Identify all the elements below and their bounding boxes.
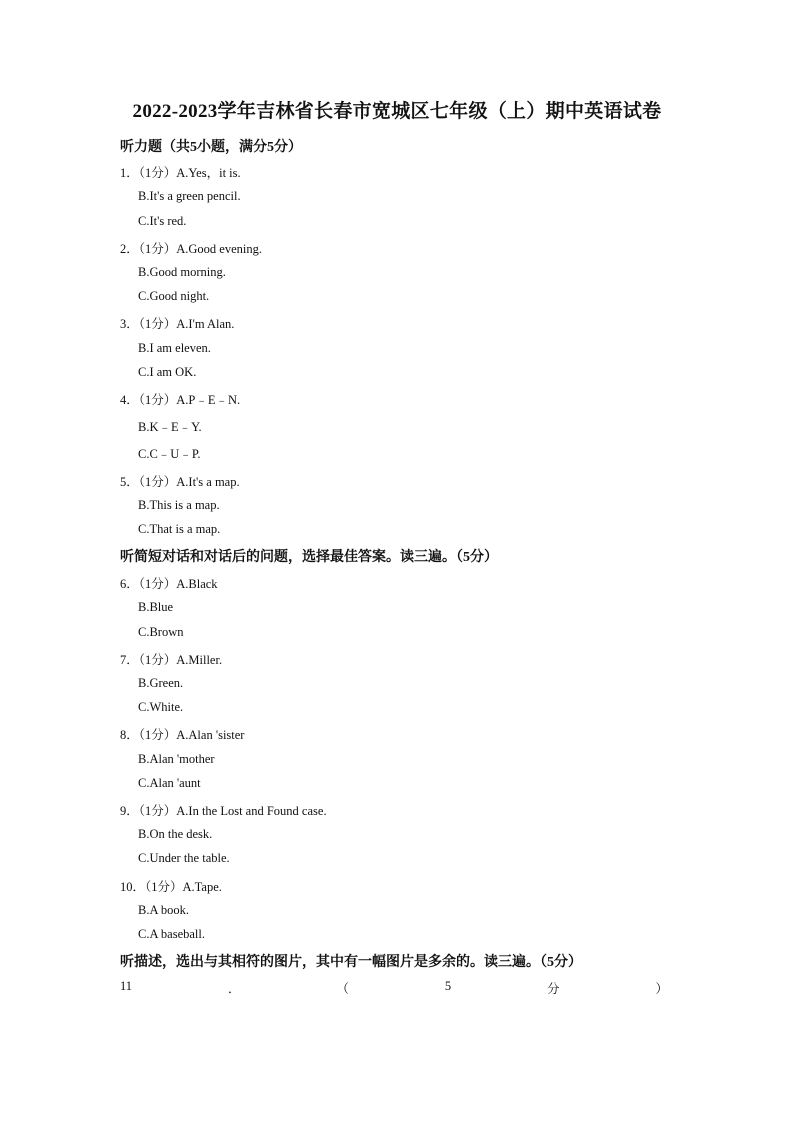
question-2-option-c: C.Good night. (138, 289, 210, 303)
question-1-option-b: B.It's a green pencil. (138, 189, 241, 203)
question-7-option-c: C.White. (138, 700, 184, 714)
section-heading-listening: 听力题（共5小题，满分5分） (120, 140, 302, 155)
question-10-option-c: C.A baseball. (138, 927, 206, 941)
question-5: 5．（1分）A.It's a map. (120, 475, 240, 489)
question-7: 7．（1分）A.Miller. (120, 653, 223, 667)
question-2-option-b: B.Good morning. (138, 265, 226, 279)
section-heading-pictures: 听描述，选出与其相符的图片，其中有一幅图片是多余的。读三遍。（5分） (120, 955, 582, 970)
question-6: 6．（1分）A.Black (120, 577, 218, 591)
question-4-option-b: B.K﹣E﹣Y. (138, 420, 202, 434)
question-11 (120, 979, 668, 997)
question-1-option-c: C.It's red. (138, 214, 187, 228)
question-8-option-c: C.Alan 'aunt (138, 776, 201, 790)
question-11-unit: 分 (547, 982, 560, 996)
question-8-option-b: B.Alan 'mother (138, 752, 215, 766)
question-11-score: 5 (444, 979, 452, 993)
question-9-option-c: C.Under the table. (138, 851, 230, 865)
question-6-option-c: C.Brown (138, 625, 184, 639)
question-3-option-b: B.I am eleven. (138, 341, 211, 355)
page-title: 2022-2023学年吉林省长春市宽城区七年级（上）期中英语试卷 (132, 101, 662, 122)
question-5-option-b: B.This is a map. (138, 498, 220, 512)
question-11-close-paren: ） (655, 982, 668, 996)
question-3-option-c: C.I am OK. (138, 365, 197, 379)
question-9: 9．（1分）A.In the Lost and Found case. (120, 804, 327, 818)
question-5-option-c: C.That is a map. (138, 522, 221, 536)
question-7-option-b: B.Green. (138, 676, 184, 690)
question-8: 8．（1分）A.Alan 'sister (120, 728, 245, 742)
question-9-option-b: B.On the desk. (138, 827, 213, 841)
question-11-open-paren: （ (336, 982, 349, 996)
question-10: 10．（1分）A.Tape. (120, 880, 222, 894)
question-11-dot: ． (227, 982, 241, 996)
question-11-number: 11 (120, 979, 133, 993)
question-3: 3．（1分）A.I'm Alan. (120, 317, 235, 331)
question-10-option-b: B.A book. (138, 903, 190, 917)
question-4-option-c: C.C﹣U﹣P. (138, 447, 201, 461)
question-2: 2．（1分）A.Good evening. (120, 242, 262, 256)
section-heading-dialogue: 听简短对话和对话后的问题，选择最佳答案。读三遍。（5分） (120, 550, 498, 565)
question-6-option-b: B.Blue (138, 600, 174, 614)
question-4: 4．（1分）A.P﹣E﹣N. (120, 393, 241, 407)
question-1: 1．（1分）A.Yes，it is. (120, 166, 241, 180)
